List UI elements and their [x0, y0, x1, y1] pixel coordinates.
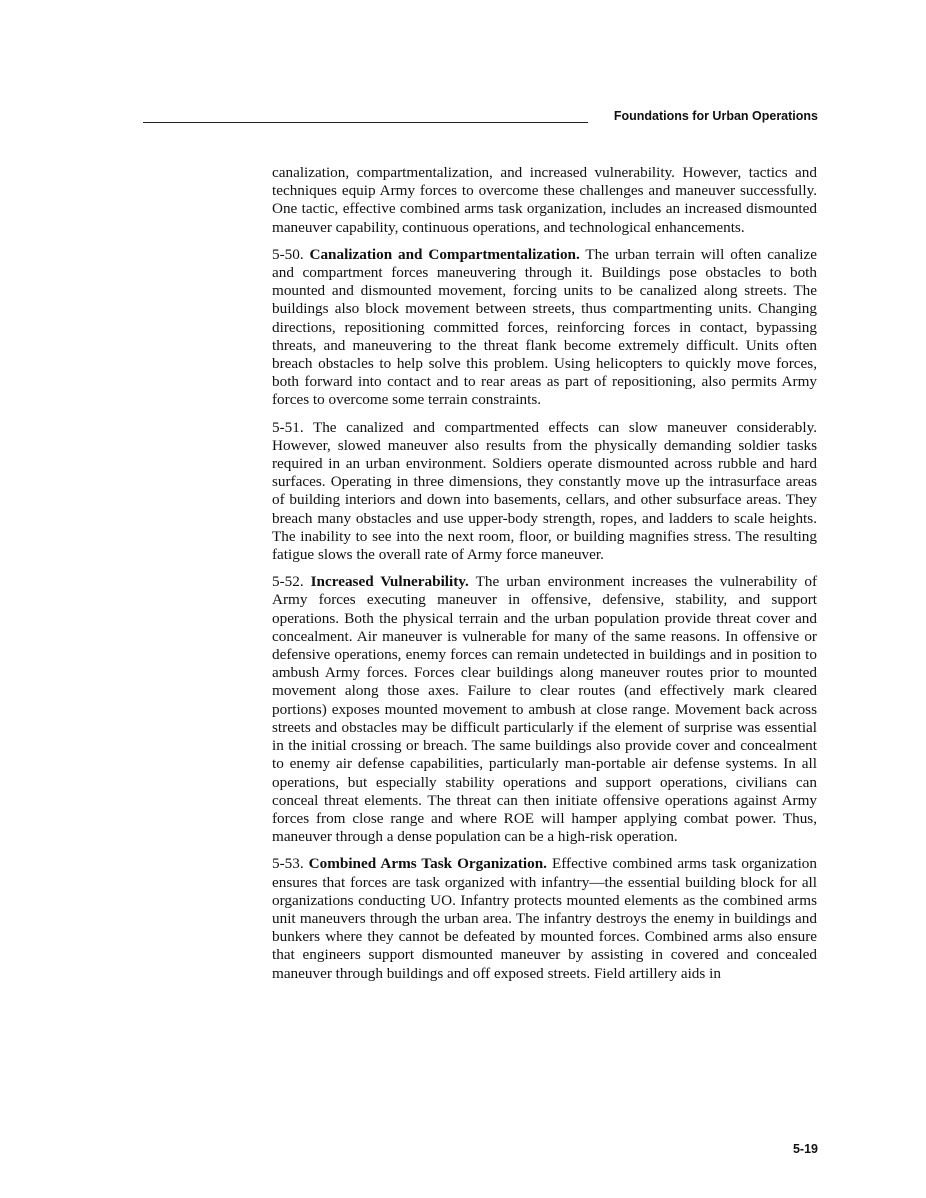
paragraph-5-52: [272, 573, 817, 846]
paragraph-heading: Combined Arms Task Organization.: [308, 855, 547, 873]
paragraph-text: The urban terrain will often canalize and compartment forces maneuvering through it. Buildings pose obstacles to both mounted and dismounted movement, forcing units to be canalized along streets. The buildings also block movement between streets, thus compartmenting units. Changing directions, repositioning committed forces, reinforcing forces in contact, bypassing threats, and maneuvering to the threat flank become extremely difficult. Units often breach obstacles to help solve this problem. Using helicopters to quickly move forces, both forward into contact and to rear areas as part of repositioning, also permits Army forces to overcome some terrain constraints.: [272, 245, 817, 409]
paragraph-5-50: [272, 246, 817, 410]
paragraph-5-51: [272, 419, 817, 565]
paragraph-5-53: [272, 855, 817, 982]
paragraph-number: 5-50.: [272, 245, 304, 263]
paragraph-number: 5-53.: [272, 855, 304, 873]
running-title: Foundations for Urban Operations: [613, 109, 818, 123]
paragraph-number: 5-51.: [272, 418, 304, 436]
page-number: 5-19: [792, 1142, 818, 1156]
paragraph-heading: Canalization and Compartmentalization.: [309, 245, 580, 263]
paragraph-heading: Increased Vulnerability.: [310, 573, 469, 591]
paragraph-continuation: [272, 164, 817, 237]
paragraph-text: Effective combined arms task organization ensures that forces are task organized with infantry—the essential building block for all organizations conducting UO. Infantry protects mounted elements as the combined arms unit maneuvers through the urban area. The infantry destroys the enemy in buildings and bunkers where they cannot be defeated by mounted forces. Combined arms also ensure that engineers support dismounted maneuver by assisting in covered and concealed maneuver through buildings and off exposed streets. Field artillery aids in: [272, 855, 817, 982]
body-text: [272, 164, 817, 992]
paragraph-text: canalization, compartmentalization, and increased vulnerability. However, tactics and techniques equip Army forces to overcome these challenges and maneuver successfully. One tactic, effective combined arms task organization, includes an increased dismounted maneuver capability, continuous operations, and technological enhancements.: [272, 164, 817, 236]
paragraph-number: 5-52.: [272, 573, 304, 591]
header-rule: [143, 122, 588, 123]
paragraph-text: The urban environment increases the vulnerability of Army forces executing maneuver in offensive, defensive, stability, and support operations. Both the physical terrain and the urban population provide threat cover and concealment. Air maneuver is vulnerable for many of the same reasons. In offensive or defensive operations, enemy forces can remain undetected in buildings and in position to ambush Army forces. Forces clear buildings along maneuver routes prior to mounted movement along those axes. Failure to clear routes (and effectively mark cleared portions) exposes mounted movement to ambush at close range. Movement back across streets and obstacles may be difficult particularly if the element of surprise was essential in the initial crossing or breach. The same buildings also provide cover and concealment to enemy air defense capabilities, particularly man-portable air defense systems. In all operations, but especially stability operations and support operations, civilians can conceal threat elements. The threat can then initiate offensive operations against Army forces from close range and where ROE will hamper applying combat power. Thus, maneuver through a dense population can be a high-risk operation.: [272, 573, 817, 846]
paragraph-text: The canalized and compartmented effects can slow maneuver considerably. However, slowed maneuver also results from the physically demanding soldier tasks required in an urban environment. Soldiers operate dismounted across rubble and hard surfaces. Operating in three dimensions, they constantly move up the intrasurface areas of building interiors and down into basements, cellars, and other subsurface areas. They breach many obstacles and use upper-body strength, ropes, and ladders to scale heights. The inability to see into the next room, floor, or building magnifies stress. The resulting fatigue slows the overall rate of Army force maneuver.: [272, 418, 818, 564]
